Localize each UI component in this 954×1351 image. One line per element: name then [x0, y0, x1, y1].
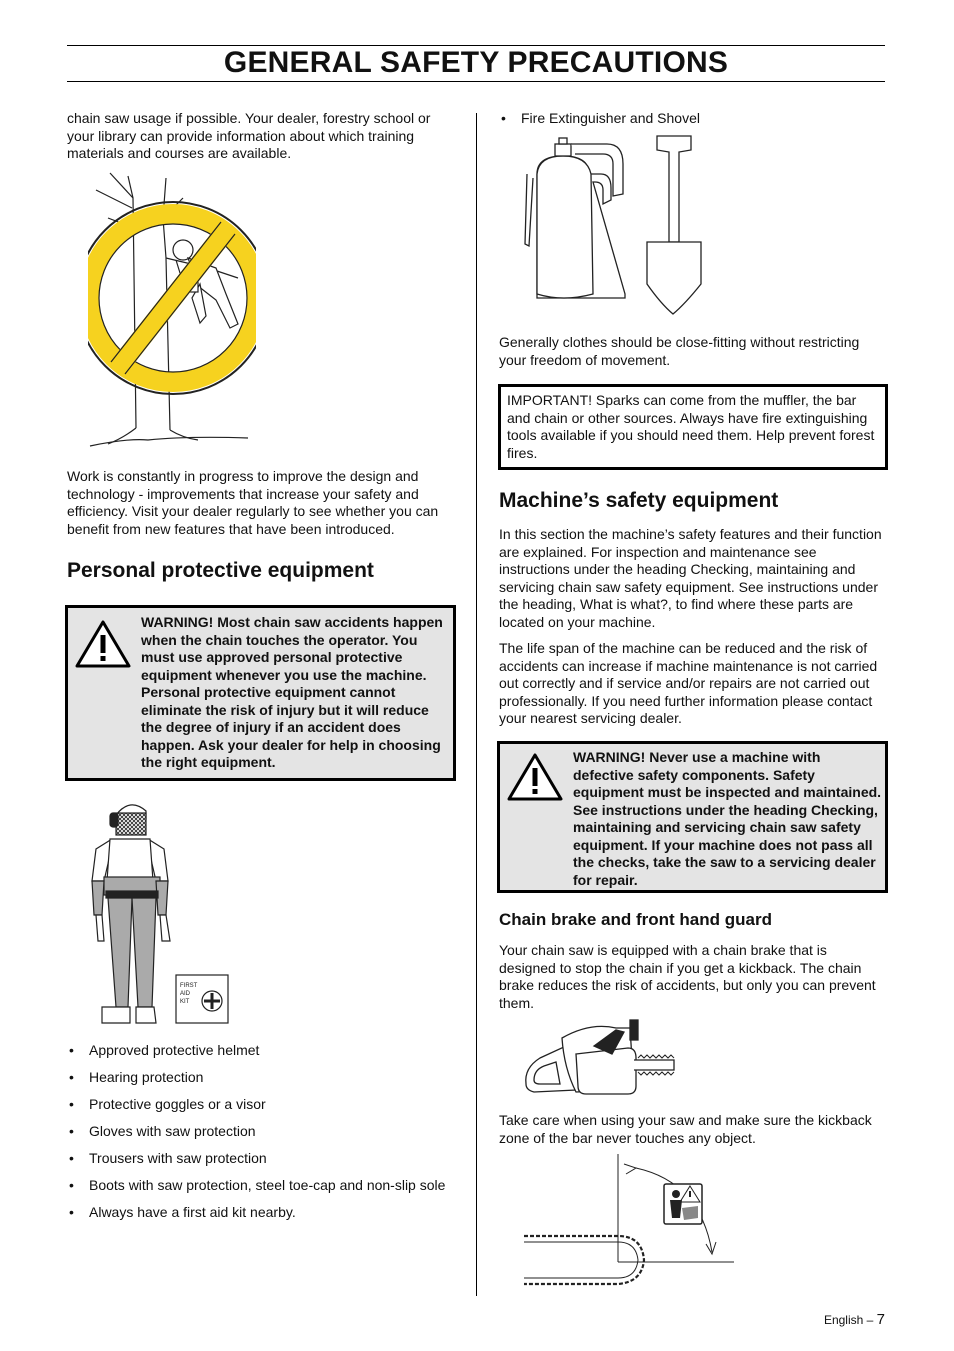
ppe-heading: Personal protective equipment: [67, 559, 374, 582]
kickback-zone-illustration: [520, 1152, 738, 1294]
ppe-list: [67, 1042, 467, 1231]
warning-triangle-icon: [506, 752, 564, 802]
header-bottom-rule: [67, 81, 885, 82]
chain-brake-paragraph: Your chain saw is equipped with a chain brake that is designed to stop the chain if you get a kickback. The chain brake reduces the risk of accidents, but only you can prevent them.: [499, 942, 876, 1011]
first-aid-label-3: KIT: [180, 999, 190, 1005]
clothes-paragraph: Generally clothes should be close-fitting without restricting your freedom of movement.: [499, 334, 860, 368]
kickback-paragraph: Take care when using your saw and make sure the kickback zone of the bar never touches any object.: [499, 1112, 872, 1146]
protective-equipment-illustration: [88, 795, 238, 1027]
fire-list: [499, 110, 884, 137]
page-number: 7: [876, 1311, 885, 1328]
list-item: • Trousers with saw protection: [69, 1150, 267, 1166]
warning-triangle-icon: [74, 619, 132, 669]
list-item: • Gloves with saw protection: [69, 1123, 256, 1139]
list-item: • Boots with saw protection, steel toe-cap and non-slip sole: [69, 1177, 446, 1193]
list-item: • Always have a first aid kit nearby.: [69, 1204, 296, 1220]
machine-warning-box: [497, 741, 888, 893]
machine-warning-text: WARNING! Never use a machine with defective safety components. Safety equipment must be inspected and maintained. See instructions under the heading Checking, maintaining and servicing chain saw safety equipment. If your machine does not pass all the checks, take the saw to a servicing dealer for repair.: [573, 749, 882, 888]
important-text: IMPORTANT! Sparks can come from the muffler, the bar and chain or other sources. Always have fire extinguishing tools available if you should need them. Help prevent forest fires.: [507, 392, 875, 461]
first-aid-label-1: FIRST: [180, 983, 198, 989]
footer-language: English: [823, 1313, 864, 1327]
chain-saw-illustration: [520, 1018, 680, 1098]
list-item: • Protective goggles or a visor: [69, 1096, 266, 1112]
page-footer: English – 7: [823, 1311, 885, 1328]
work-paragraph: Work is constantly in progress to improve the design and technology - improvements that increase your safety and efficiency. Visit your dealer regularly to see whether you can benefit from new features that have been introduced.: [67, 468, 439, 537]
intro-paragraph: chain saw usage if possible. Your dealer, forestry school or your library can provide information about which training materials and courses are available.: [67, 110, 431, 161]
ppe-warning-box: [65, 605, 456, 781]
list-item: • Hearing protection: [69, 1069, 204, 1085]
first-aid-label-2: AID: [180, 991, 191, 997]
machine-paragraph-2: The life span of the machine can be reduced and the risk of accidents can increase if machine maintenance is not carried out correctly and if service and/or repairs are not carried out professionally. If you need further information please contact your nearest servicing dealer.: [499, 640, 878, 726]
chain-brake-heading: Chain brake and front hand guard: [499, 910, 772, 929]
machine-paragraph-1: In this section the machine’s safety features and their function are explained. For inspection and maintenance see instructions under the heading Checking, maintaining and servicing chain saw safety equipment. See instructions under the heading, What is what?, to find where these parts are located on your machine.: [499, 526, 882, 630]
column-separator: [476, 113, 477, 1296]
important-box: [498, 384, 888, 470]
ppe-warning-text: WARNING! Most chain saw accidents happen when the chain touches the operator. You must use approved personal protective equipment whenever you use the machine. Personal protective equipment cannot eliminate the risk of injury but it will reduce the degree of injury if an accident does happen. Ask your dealer for help in choosing the right equipment.: [141, 614, 443, 770]
machine-heading: Machine’s safety equipment: [499, 489, 779, 512]
page-title: GENERAL SAFETY PRECAUTIONS: [223, 46, 729, 79]
fire-extinguisher-shovel-illustration: [515, 134, 705, 318]
list-item: • Approved protective helmet: [69, 1042, 260, 1058]
list-item: • Fire Extinguisher and Shovel: [501, 110, 700, 126]
no-tree-climbing-illustration: [88, 168, 256, 452]
